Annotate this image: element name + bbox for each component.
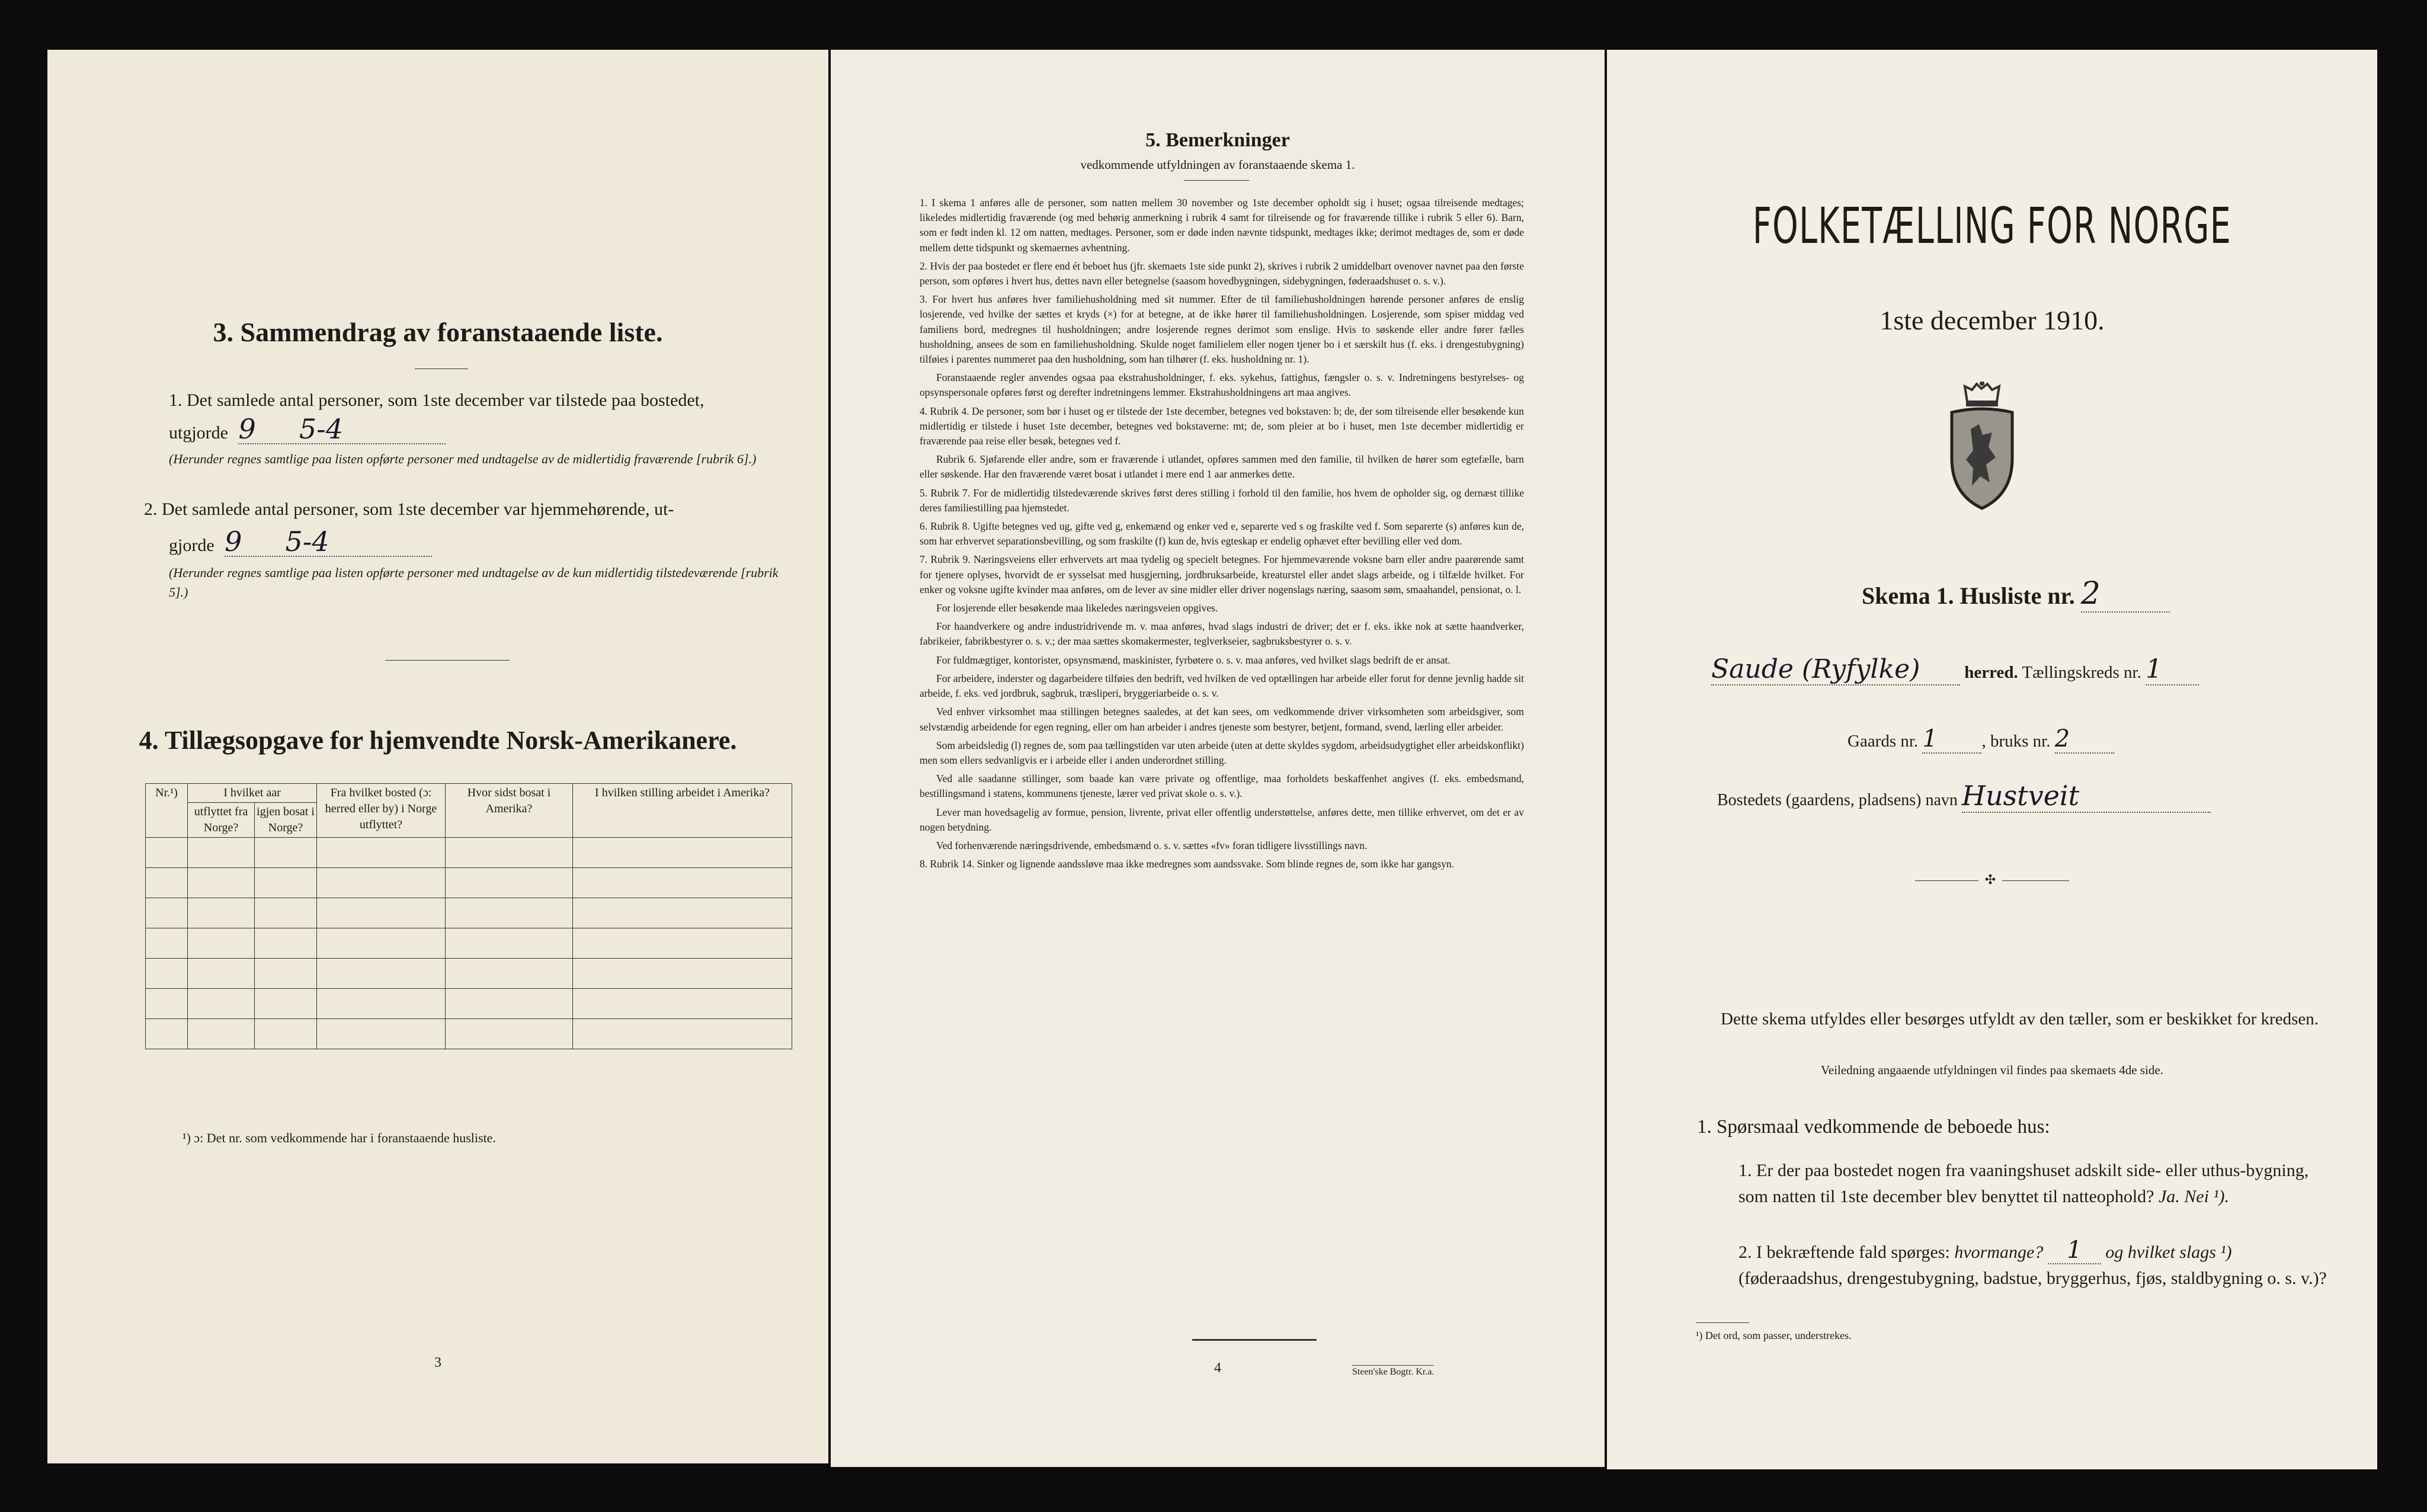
q2-text: 2. Det samlede antal personer, som 1ste december var hjemmehørende, ut- xyxy=(144,499,674,519)
remark-paragraph: Lever man hovedsagelig av formue, pension, livrente, privat eller offentlig understøttelse, anføres dette, men tillike erhvervet, om det er av nogen betydning. xyxy=(920,806,1524,833)
page-1-footnote: ¹) Det ord, som passer, understrekes. xyxy=(1696,1330,1852,1341)
remarks-subtitle: vedkommende utfyldningen av foranstaaende skema 1. xyxy=(1080,158,1355,172)
table-cell xyxy=(188,868,255,898)
question-1 xyxy=(1738,1158,2331,1210)
table-cell xyxy=(317,898,446,928)
q1-utgjorde-label: utgjorde xyxy=(169,423,228,443)
table-row xyxy=(146,989,792,1019)
remark-paragraph: Rubrik 6. Sjøfarende eller andre, som er fraværende i utlandet, opføres sammen med den familie, til hvilken de hører som egtefælle, barn eller søskende. Har den fraværende været bosat i utlandet i mere end 1 aar anmerkes dette. xyxy=(920,453,1524,480)
col-utflyttet: utflyttet fra Norge? xyxy=(188,803,255,838)
remark-paragraph: Ved forhenværende næringsdrivende, embedsmænd o. s. v. sættes «fv» foran tidligere livsstillings navn. xyxy=(936,839,1368,851)
bosted-line xyxy=(1717,780,2345,813)
table-cell xyxy=(573,1019,792,1049)
herred-label: herred. xyxy=(1964,663,2018,682)
q1-answer xyxy=(238,415,446,444)
krets-value: 1 xyxy=(2146,654,2199,685)
husliste-nr: 2 xyxy=(2081,576,2170,613)
table-cell xyxy=(446,959,573,989)
gaards-value: 1 xyxy=(1922,725,1981,754)
section-3-title: 3. Sammendrag av foranstaaende liste. xyxy=(213,317,663,347)
table-row xyxy=(146,928,792,959)
remark-paragraph: For haandverkere og andre industridrivende m. v. maa anføres, hvad slags industri de driver; det er f. eks. ikke nok at sætte haandverker, fabrikeier, fabrikbestyrer o. s. v.; der maa sættes skomakermester, teglverkseier, sagbruksbestyrer o. s. v. xyxy=(920,620,1524,648)
table-cell xyxy=(573,928,792,959)
table-row xyxy=(146,1019,792,1049)
table-cell xyxy=(255,959,317,989)
norsk-amerikanere-table xyxy=(145,783,792,1049)
table-cell xyxy=(146,898,188,928)
table-cell xyxy=(573,989,792,1019)
question-1-text: 1. Er der paa bostedet nogen fra vaaningshuset adskilt side- eller uthus-bygning, som natten til 1ste december blev benyttet til natteophold? xyxy=(1738,1161,2309,1206)
table-cell xyxy=(446,898,573,928)
q1-note: (Herunder regnes samtlige paa listen opførte personer med undtagelse av de midlertidig fraværende [rubrik 6].) xyxy=(169,451,757,466)
remark-paragraph: Ved alle saadanne stillinger, som baade kan være private og offentlige, maa forholdets beskaffenhet angives (f. eks. embedsmand, bestillingsmand i statens, kommunens tjeneste, lærer ved privat skole o. s. v.). xyxy=(920,773,1524,800)
table-cell xyxy=(188,838,255,868)
bosted-label: Bostedets (gaardens, pladsens) navn xyxy=(1717,791,1958,809)
table-cell xyxy=(317,838,446,868)
q1-line xyxy=(169,415,524,447)
intro-text: Dette skema utfyldes eller besørges utfyldt av den tæller, som er beskikket for kredsen. xyxy=(1721,1010,2319,1029)
table-cell xyxy=(446,989,573,1019)
q1-value2: 5-4 xyxy=(299,413,343,445)
questions-header: 1. Spørsmaal vedkommende de beboede hus: xyxy=(1697,1116,2050,1138)
page-3-footnote: ¹) ɔ: Det nr. som vedkommende har i foranstaaende husliste. xyxy=(182,1130,496,1145)
table-cell xyxy=(317,959,446,989)
col-igjen: igjen bosat i Norge? xyxy=(255,803,317,838)
table-cell xyxy=(317,928,446,959)
page-4 xyxy=(831,50,1605,1467)
col-nr: Nr.¹) xyxy=(146,784,188,838)
ornament-icon: ✣ xyxy=(1978,872,2002,888)
table-cell xyxy=(317,1019,446,1049)
q2-value2: 5-4 xyxy=(285,526,329,558)
divider xyxy=(1192,1339,1317,1341)
table-cell xyxy=(188,928,255,959)
remark-paragraph: 6. Rubrik 8. Ugifte betegnes ved ug, gifte ved g, enkemænd og enker ved e, separerte ved s og fraskilte ved f. Som separerte (s) anføres kun de, som har erhvervet separationsbevilling, og som fraskilte (f) kun de, hvis egteskap er endelig ophævet efter bevilling eller ved dom. xyxy=(920,520,1524,547)
table-cell xyxy=(573,959,792,989)
remarks-title: 5. Bemerkninger xyxy=(1145,129,1290,151)
table-cell xyxy=(146,959,188,989)
divider xyxy=(385,660,510,661)
remark-paragraph: For arbeidere, inderster og dagarbeidere tilføies den bedrift, ved hvilken de ved optællingen har arbeide eller forut for denne jevnlig hadde sit arbeide, f. eks. ved jordbruk, sagbruk, træsliperi, bryggeriarbeide o. s. v. xyxy=(920,672,1524,700)
divider xyxy=(1184,180,1249,181)
remark-paragraph: 8. Rubrik 14. Sinker og lignende aandssløve maa ikke medregnes som aandssvake. Som blinde regnes de, som ikke har gangsyn. xyxy=(920,858,1455,870)
page-1-cover xyxy=(1607,50,2377,1469)
table-cell xyxy=(255,898,317,928)
q2-note: (Herunder regnes samtlige paa listen opførte personer med undtagelse av de kun midlertidig tilstedeværende [rubrik 5].) xyxy=(169,565,779,600)
skema-line xyxy=(1862,576,2336,613)
form-date: 1ste december 1910. xyxy=(1880,305,2105,335)
table-cell xyxy=(255,838,317,868)
krets-label: Tællingskreds nr. xyxy=(2022,663,2141,682)
table-cell xyxy=(188,898,255,928)
table-cell xyxy=(446,868,573,898)
remark-paragraph: Ved enhver virksomhet maa stillingen betegnes saaledes, at det kan sees, om vedkommende driver virksomheten som arbeidsgiver, som selvstændig arbeidende for egen regning, eller om han arbeider i andres tjeneste som bestyrer, betjent, formand, svend, lærling eller arbeider. xyxy=(920,706,1524,733)
remark-paragraph: 1. I skema 1 anføres alle de personer, som natten mellem 30 november og 1ste december opholdt sig i huset; ogsaa tilreisende medtages; likeledes midlertidig fraværende (og med behørig anmerkning i rubrik 4 samt for tilreisende og for fraværende tillike i rubrik 5 eller 6). Barn, som er født inden kl. 12 om natten, medtages. Personer, som er døde inden nævnte tidspunkt, medtages ikke; derimot medtages de, som er døde mellem dette tidspunkt og skemaernes avhentning. xyxy=(920,197,1524,254)
remark-paragraph: 7. Rubrik 9. Næringsveiens eller erhvervets art maa tydelig og specielt betegnes. For hjemmeværende voksne barn eller andre paarørende samt for tjenere oplyses, hvorvidt de er sysselsat med husgjerning, jordbruksarbeide, kreaturstel eller andet slags arbeide, og i tilfælde hvilket. For enker og voksne ugifte kvinder maa anføres, om de lever av sine midler eller driver nogenslags næring, saasom søm, smaahandel, pensionat, o. l. xyxy=(920,553,1524,595)
remark-paragraph: 4. Rubrik 4. De personer, som bør i huset og er tilstede der 1ste december, betegnes ved bokstaven: b; de, der som tilreisende eller besøkende kun midlertidig er tilstede i huset 1ste december, betegnes ved bokstaverne: mt; de, som pleier at bo i huset, men 1ste december midlertidig er fraværende paa reise eller besøk, betegnes ved f. xyxy=(920,405,1524,447)
q2-answer xyxy=(225,527,432,557)
remark-paragraph: Foranstaaende regler anvendes ogsaa paa ekstrahusholdninger, f. eks. sykehus, fattighus, fængsler o. s. v. Indretningens bestyrelses- og opsynspersonale opføres først og derefter indretningens lemmer. Ekstrahusholdningens art maa angives. xyxy=(920,371,1524,399)
bosted-value: Hustveit xyxy=(1962,780,2211,813)
table-cell xyxy=(573,838,792,868)
skema-label: Skema 1. Husliste nr. xyxy=(1862,582,2075,609)
question-2-options: (føderaadshus, drengestubygning, badstue, bryggerhus, fjøs, staldbygning o. s. v.)? xyxy=(1738,1268,2327,1288)
q2-value1: 9 xyxy=(225,526,242,558)
question-2-slags: og hvilket slags ¹) xyxy=(2105,1242,2232,1262)
col-fra: Fra hvilket bosted (ɔ: herred eller by) i Norge utflyttet? xyxy=(317,784,446,838)
table-cell xyxy=(146,838,188,868)
table-cell xyxy=(446,928,573,959)
table-cell xyxy=(146,868,188,898)
table-cell xyxy=(255,989,317,1019)
veiledning-text: Veiledning angaaende utfyldningen vil findes paa skemaets 4de side. xyxy=(1821,1063,2163,1077)
remark-paragraph: For fuldmægtiger, kontorister, opsynsmænd, maskinister, fyrbøtere o. s. v. maa anføres, ved hvilket slags bedrift de er ansat. xyxy=(936,654,1451,666)
table-row xyxy=(146,838,792,868)
table-cell xyxy=(146,989,188,1019)
col-group-aar: I hvilket aar xyxy=(188,784,317,803)
page-3-number: 3 xyxy=(434,1355,441,1370)
page-3 xyxy=(47,50,828,1463)
question-2-value: 1 xyxy=(2048,1237,2101,1264)
remark-paragraph: 3. For hvert hus anføres hver familiehusholdning med sit nummer. Efter de til familiehusholdningen hørende personer anføres de enslig losjerende, ved hvilke der sættes et kryds (×) for at betegne, at de ikke hører til familiehusholdningen. Losjerende, som spiser middag ved familiens bord, medregnes til husholdningen; andre losjerende regnes derimot som enslige. Hvis to søskende eller andre fører fælles husholdning, ansees de som en familiehusholdning. Skulde noget familielem eller nogen tjener bo i et særskilt hus (f. eks. i drengestubygning) tilføies i parentes nummeret paa den husholdning, som han tilhører (f. eks. husholdning nr. 1). xyxy=(920,293,1524,366)
q1-text: 1. Det samlede antal personer, som 1ste december var tilstede paa bostedet, xyxy=(169,390,705,410)
remarks-list xyxy=(920,196,1524,875)
table-cell xyxy=(573,898,792,928)
question-1-answer: Ja. Nei ¹). xyxy=(2158,1187,2229,1206)
table-cell xyxy=(188,959,255,989)
table-cell xyxy=(255,868,317,898)
q1-value1: 9 xyxy=(238,413,256,445)
remark-paragraph: 2. Hvis der paa bostedet er flere end ét beboet hus (jfr. skemaets 1ste side punkt 2), skrives i rubrik 2 umiddelbart ovenover navnet paa den første person, som opføres i hvert hus, dettes navn eller betegnelse (saasom hovedbygningen, sidebygningen, føderaadshuset o. s. v.). xyxy=(920,260,1524,287)
table-cell xyxy=(317,868,446,898)
table-cell xyxy=(255,1019,317,1049)
question-2 xyxy=(1738,1237,2331,1292)
section-4-title: 4. Tillægsopgave for hjemvendte Norsk-Amerikanere. xyxy=(139,726,737,755)
q2-utgjorde-label: gjorde xyxy=(169,536,214,555)
herred-line xyxy=(1711,654,2339,685)
table-cell xyxy=(188,1019,255,1049)
table-cell xyxy=(255,928,317,959)
herred-value: Saude (Ryfylke) xyxy=(1711,654,1960,685)
table-cell xyxy=(146,1019,188,1049)
table-cell xyxy=(573,868,792,898)
bruks-value: 2 xyxy=(2055,725,2114,754)
printer-mark: Steen'ske Bogtr. Kr.a. xyxy=(1352,1365,1434,1378)
question-2-hvormange: hvormange? xyxy=(1954,1242,2044,1262)
table-row xyxy=(146,898,792,928)
page-4-number: 4 xyxy=(1214,1360,1221,1376)
table-cell xyxy=(446,1019,573,1049)
form-title: FOLKETÆLLING FOR NORGE xyxy=(1752,197,2232,255)
gaard-line: Gaards nr. 1 , bruks nr. 2 xyxy=(1848,725,2322,754)
table-cell xyxy=(188,989,255,1019)
remark-paragraph: 5. Rubrik 7. For de midlertidig tilstedeværende skrives først deres stilling i forhold til den familie, hos hvem de opholder sig, og dernæst tillike deres familiestilling paa hjemstedet. xyxy=(920,486,1524,514)
table-row xyxy=(146,959,792,989)
bruks-label: bruks nr. xyxy=(1990,732,2051,751)
coat-of-arms-icon xyxy=(1942,382,2022,512)
col-hvor: Hvor sidst bosat i Amerika? xyxy=(446,784,573,838)
question-2-text: 2. I bekræftende fald spørges: xyxy=(1738,1242,1950,1262)
remark-paragraph: For losjerende eller besøkende maa likeledes næringsveien opgives. xyxy=(936,602,1218,614)
table-cell xyxy=(146,928,188,959)
table-row xyxy=(146,868,792,898)
remark-paragraph: Som arbeidsledig (l) regnes de, som paa tællingstiden var uten arbeide (uten at dette skyldes sygdom, arbeidsudygtighet eller arbeidskonflikt) men som ellers sedvanligvis er i arbeide eller i anden underordnet stilling. xyxy=(920,739,1524,766)
table-cell xyxy=(446,838,573,868)
gaards-label: Gaards nr. xyxy=(1848,732,1919,751)
table-cell xyxy=(317,989,446,1019)
col-stilling: I hvilken stilling arbeidet i Amerika? xyxy=(573,784,792,838)
divider xyxy=(1696,1322,1749,1323)
q2-line xyxy=(169,527,524,560)
